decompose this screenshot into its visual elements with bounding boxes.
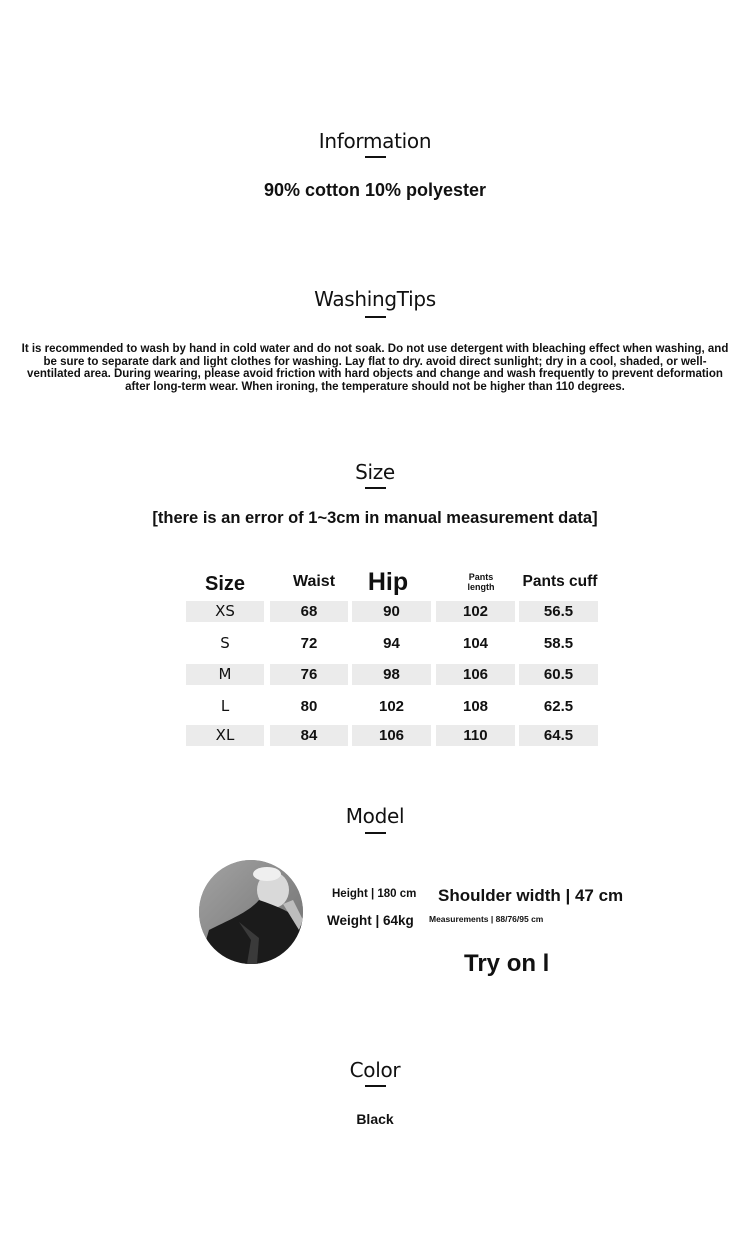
model-measurements: Measurements | 88/76/95 cm — [429, 914, 544, 924]
size-cell-cuff: 56.5 — [519, 601, 598, 622]
measurement-error-note: [there is an error of 1~3cm in manual measurement data] — [152, 509, 598, 527]
size-cell-length: 108 — [462, 698, 489, 715]
size-title-underline — [365, 487, 386, 489]
size-cell-waist: 76 — [270, 664, 348, 685]
try-on-size: Try on l — [464, 950, 550, 977]
color-value: Black — [356, 1111, 394, 1127]
model-title: Model — [345, 804, 405, 828]
header-pants-length — [446, 572, 516, 592]
washing-tips-underline — [365, 316, 386, 318]
size-title: Size — [355, 460, 395, 484]
size-cell-waist: 80 — [300, 698, 318, 715]
washing-tips-text: It is recommended to wash by hand in cold water and do not soak. Do not use detergent with bleaching effect when washing, and be sure to separate dark and light clothes for washing. Lay flat to dry. avoid direct sunlight; dry in a cool, shaded, or well-ventilated area. During wearing, please avoid friction with hard objects and change and wash frequently to prevent deformation after long-term wear. When ironing, the temperature should not be higher than 110 degrees. — [21, 343, 729, 393]
size-cell-hip: 106 — [352, 725, 431, 746]
size-cell-waist: 84 — [270, 725, 348, 746]
size-cell-cuff: 64.5 — [519, 725, 598, 746]
information-title: Information — [318, 129, 432, 153]
size-cell-hip: 94 — [383, 635, 400, 652]
header-hip: Hip — [367, 568, 409, 596]
color-title-underline — [365, 1085, 386, 1087]
size-cell-waist: 72 — [300, 635, 318, 652]
model-weight: Weight | 64kg — [327, 913, 414, 928]
size-cell-size: XL — [186, 725, 264, 746]
size-cell-size: M — [186, 664, 264, 685]
size-cell-length: 110 — [436, 725, 515, 746]
size-cell-size: XS — [186, 601, 264, 622]
washing-tips-title: WashingTips — [314, 287, 436, 311]
size-cell-size: S — [220, 634, 230, 652]
size-cell-cuff: 60.5 — [519, 664, 598, 685]
size-cell-hip: 102 — [378, 698, 405, 715]
model-height: Height | 180 cm — [332, 888, 417, 900]
header-waist: Waist — [292, 573, 336, 590]
header-pants-cuff: Pants cuff — [522, 573, 598, 590]
size-cell-length: 102 — [436, 601, 515, 622]
color-title: Color — [349, 1058, 401, 1082]
size-cell-cuff: 62.5 — [543, 698, 574, 715]
size-cell-cuff: 58.5 — [543, 635, 574, 652]
model-title-underline — [365, 832, 386, 834]
header-pants-length-line1: Pants — [468, 572, 494, 582]
size-cell-hip: 90 — [352, 601, 431, 622]
size-cell-length: 104 — [462, 635, 489, 652]
size-cell-length: 106 — [436, 664, 515, 685]
information-title-underline — [365, 156, 386, 158]
size-cell-size: L — [220, 697, 230, 715]
model-avatar — [199, 860, 303, 964]
model-photo-image — [199, 860, 303, 964]
material-text: 90% cotton 10% polyester — [263, 180, 487, 200]
header-size: Size — [204, 573, 246, 595]
size-cell-hip: 98 — [352, 664, 431, 685]
size-cell-waist: 68 — [270, 601, 348, 622]
model-shoulder-width: Shoulder width | 47 cm — [438, 886, 624, 905]
header-pants-length-line2: length — [467, 582, 495, 592]
